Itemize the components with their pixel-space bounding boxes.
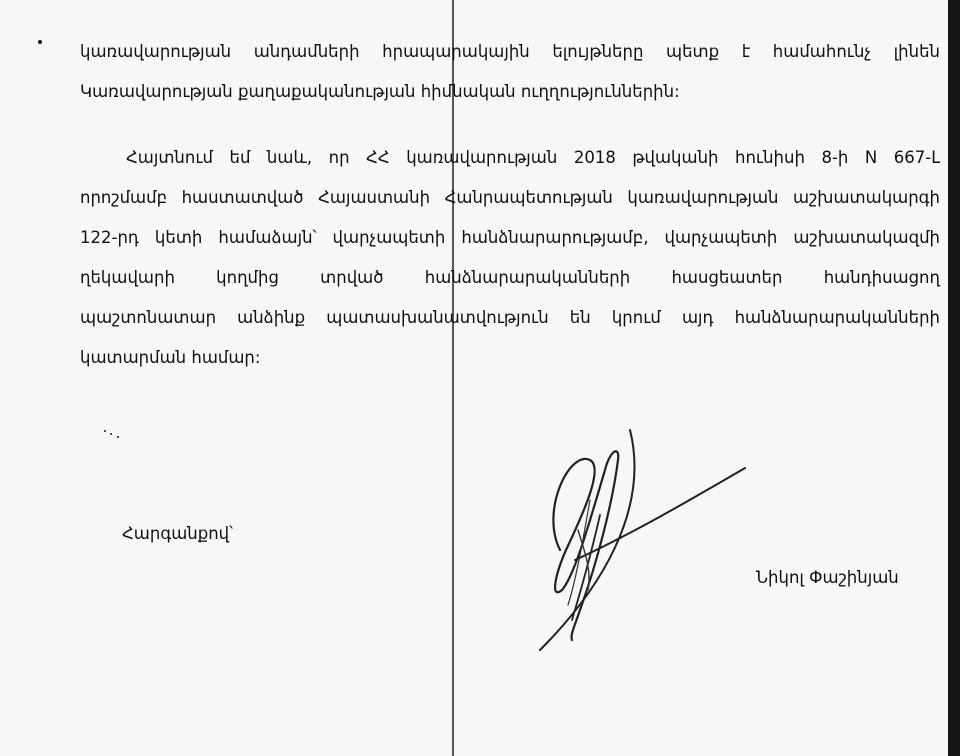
paragraph2-line-6: կատարման համար: [80, 348, 261, 367]
scan-speck [117, 436, 119, 438]
paragraph1-line-1: կառավարության անդամների հրապարակային ելույթները պետք է համահունչ լինեն [80, 42, 940, 61]
scan-speck [104, 430, 106, 432]
scan-fold-line [452, 0, 454, 756]
paragraph1-line-2: Կառավարության քաղաքականության հիմնական ուղղություններին: [80, 82, 680, 101]
closing-salutation: Հարգանքով՝ [122, 524, 234, 543]
paragraph2-line-2: որոշմամբ հաստատված Հայաստանի Հանրապետության կառավարության աշխատակարգի [80, 188, 940, 207]
paragraph2-line-3: 122-րդ կետի համաձայն՝ վարչապետի հանձնարարությամբ, վարչապետի աշխատակազմի [80, 228, 940, 247]
signer-name: Նիկոլ Փաշինյան [756, 568, 899, 587]
paragraph2-line-1: Հայտնում եմ նաև, որ ՀՀ կառավարության 2018 թվականի հունիսի 8-ի N 667-Լ [126, 148, 940, 167]
paragraph2-line-5: պաշտոնատար անձինք պատասխանատվություն են կրում այդ հանձնարարականների [80, 308, 940, 327]
scan-dark-border [948, 0, 960, 756]
paragraph2-line-4: ղեկավարի կողմից տրված հանձնարարականների հասցեատեր հանդիսացող [80, 268, 940, 287]
scan-speck [110, 433, 112, 435]
scan-speck [38, 40, 42, 44]
handwritten-signature [480, 400, 780, 660]
